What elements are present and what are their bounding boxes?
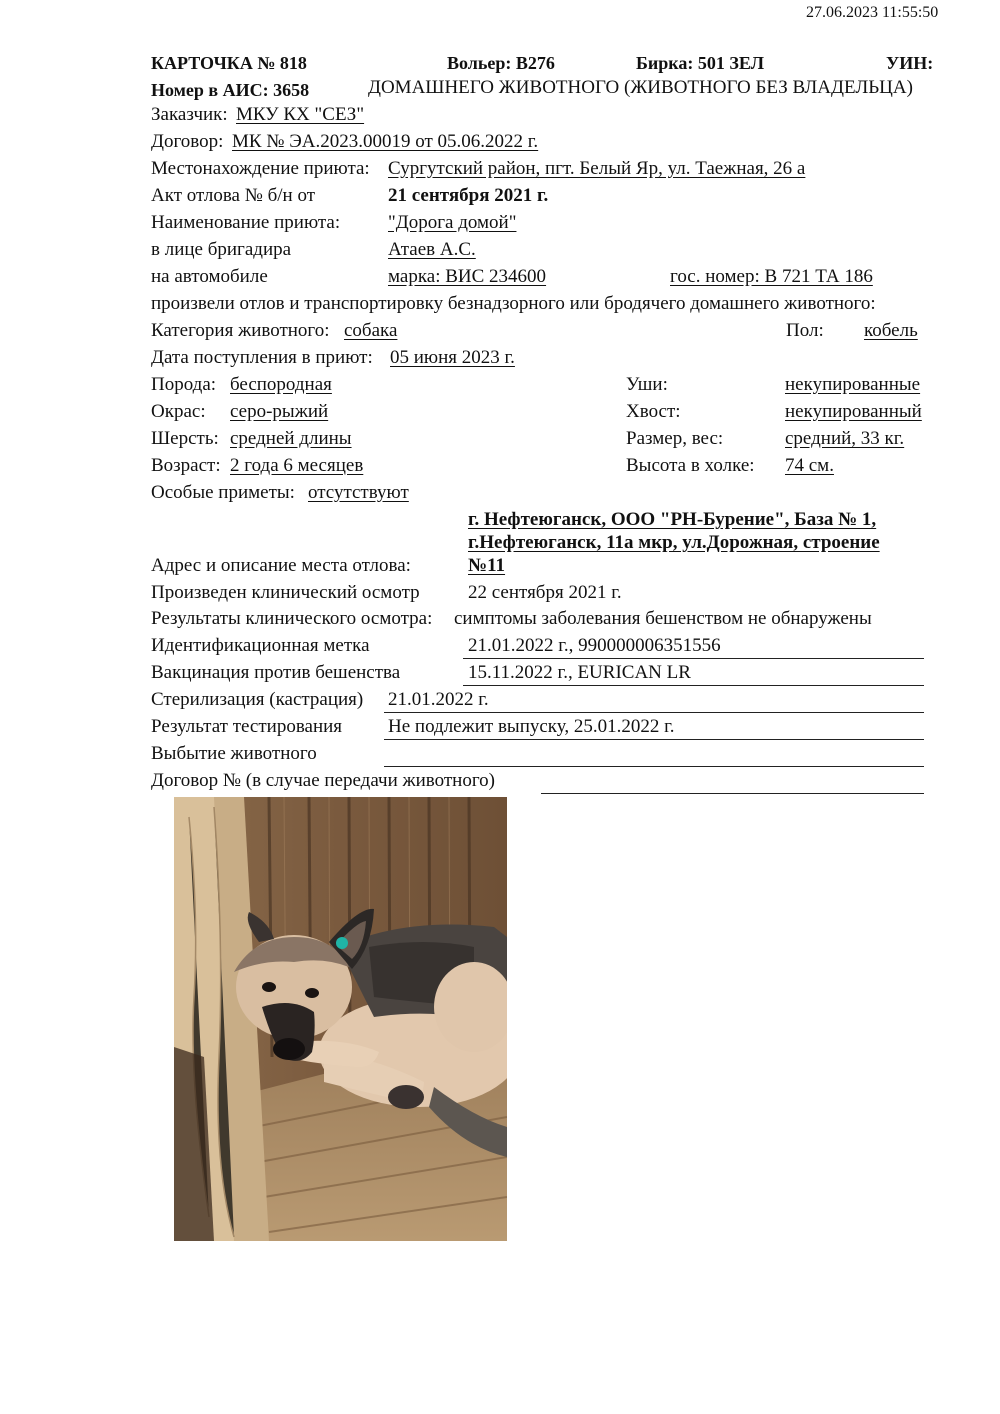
test-result-underline [384, 739, 924, 740]
test-result-label: Результат тестирования [151, 716, 343, 737]
enclosure: Вольер: В276 [447, 53, 555, 73]
departure-label: Выбытие животного [151, 743, 317, 764]
age-value: 2 года 6 месяцев [230, 455, 364, 476]
id-mark-label: Идентификационная метка [151, 635, 370, 656]
exam-result-value: симптомы заболевания бешенством не обнаружены [454, 608, 872, 629]
vehicle-plate: гос. номер: В 721 ТА 186 [670, 266, 873, 287]
sex-value: кобель [864, 320, 918, 341]
tag: Бирка: 501 ЗЕЛ [636, 53, 765, 73]
ears-label: Уши: [626, 374, 668, 395]
card-number: КАРТОЧКА № 818 [151, 53, 307, 73]
capture-place-label: Адрес и описание места отлова: [151, 555, 411, 576]
vaccination-label: Вакцинация против бешенства [151, 662, 401, 683]
test-result-value: Не подлежит выпуску, 25.01.2022 г. [388, 716, 675, 737]
category-label: Категория животного: [151, 320, 330, 341]
foreman-value: Атаев А.С. [388, 239, 476, 260]
id-mark-underline [463, 658, 924, 659]
shelter-location-label: Местонахождение приюта: [151, 158, 370, 179]
dog-photo [174, 797, 507, 1241]
id-mark-value: 21.01.2022 г., 990000006351556 [468, 635, 721, 656]
arrival-label: Дата поступления в приют: [151, 347, 373, 368]
size-label: Размер, вес: [626, 428, 724, 449]
coat-value: средней длины [230, 428, 352, 449]
breed-label: Порода: [151, 374, 217, 395]
age-label: Возраст: [151, 455, 221, 476]
shelter-name-label: Наименование приюта: [151, 212, 341, 233]
transfer-contract-label: Договор № (в случае передачи животного) [151, 770, 495, 791]
marks-value: отсутствуют [308, 482, 409, 503]
transfer-contract-underline [541, 793, 924, 794]
size-value: средний, 33 кг. [785, 428, 905, 449]
vaccination-value: 15.11.2022 г., EURICAN LR [468, 662, 691, 683]
foreman-label: в лице бригадира [151, 239, 292, 260]
print-timestamp: 27.06.2023 11:55:50 [806, 4, 939, 21]
sterilization-underline [384, 712, 924, 713]
arrival-value: 05 июня 2023 г. [390, 347, 515, 368]
sex-label: Пол: [786, 320, 824, 341]
sterilization-value: 21.01.2022 г. [388, 689, 489, 710]
marks-label: Особые приметы: [151, 482, 295, 503]
ears-value: некупированные [785, 374, 921, 395]
customer-label: Заказчик: [151, 104, 228, 125]
tail-value: некупированный [785, 401, 922, 422]
color-value: серо-рыжий [230, 401, 329, 422]
category-value: собака [344, 320, 398, 341]
vaccination-underline [463, 685, 924, 686]
coat-label: Шерсть: [151, 428, 219, 449]
tail-label: Хвост: [626, 401, 681, 422]
capture-place-line1: г. Нефтеюганск, ООО "РН-Бурение", База № 1, [468, 509, 877, 530]
sterilization-label: Стерилизация (кастрация) [151, 689, 364, 710]
customer-value: МКУ КХ "СЕЗ" [236, 104, 365, 125]
capture-place-line3: №11 [468, 555, 506, 576]
contract-value: МК № ЭА.2023.00019 от 05.06.2022 г. [232, 131, 539, 152]
statement: произвели отлов и транспортировку безнадзорного или бродячего домашнего животного: [151, 293, 876, 314]
color-label: Окрас: [151, 401, 206, 422]
ais-number: Номер в АИС: 3658 [151, 80, 310, 100]
breed-value: беспородная [230, 374, 332, 395]
vehicle-label: на автомобиле [151, 266, 268, 287]
height-label: Высота в холке: [626, 455, 755, 476]
card-title: ДОМАШНЕГО ЖИВОТНОГО (ЖИВОТНОГО БЕЗ ВЛАДЕЛЬЦА) [368, 77, 913, 98]
shelter-location-value: Сургутский район, пгт. Белый Яр, ул. Таежная, 26 а [388, 158, 806, 179]
uin-label: УИН: [886, 53, 934, 73]
exam-result-label: Результаты клинического осмотра: [151, 608, 433, 629]
vehicle-brand: марка: ВИС 234600 [388, 266, 547, 287]
height-value: 74 см. [785, 455, 834, 476]
capture-place-line2: г.Нефтеюганск, 11а мкр, ул.Дорожная, строение [468, 532, 880, 553]
capture-act-date: 21 сентября 2021 г. [388, 185, 549, 206]
shelter-name-value: "Дорога домой" [388, 212, 517, 233]
contract-label: Договор: [151, 131, 224, 152]
departure-underline [384, 766, 924, 767]
exam-label: Произведен клинический осмотр [151, 582, 420, 603]
exam-value: 22 сентября 2021 г. [468, 582, 622, 603]
capture-act-label: Акт отлова № б/н от [151, 185, 316, 206]
